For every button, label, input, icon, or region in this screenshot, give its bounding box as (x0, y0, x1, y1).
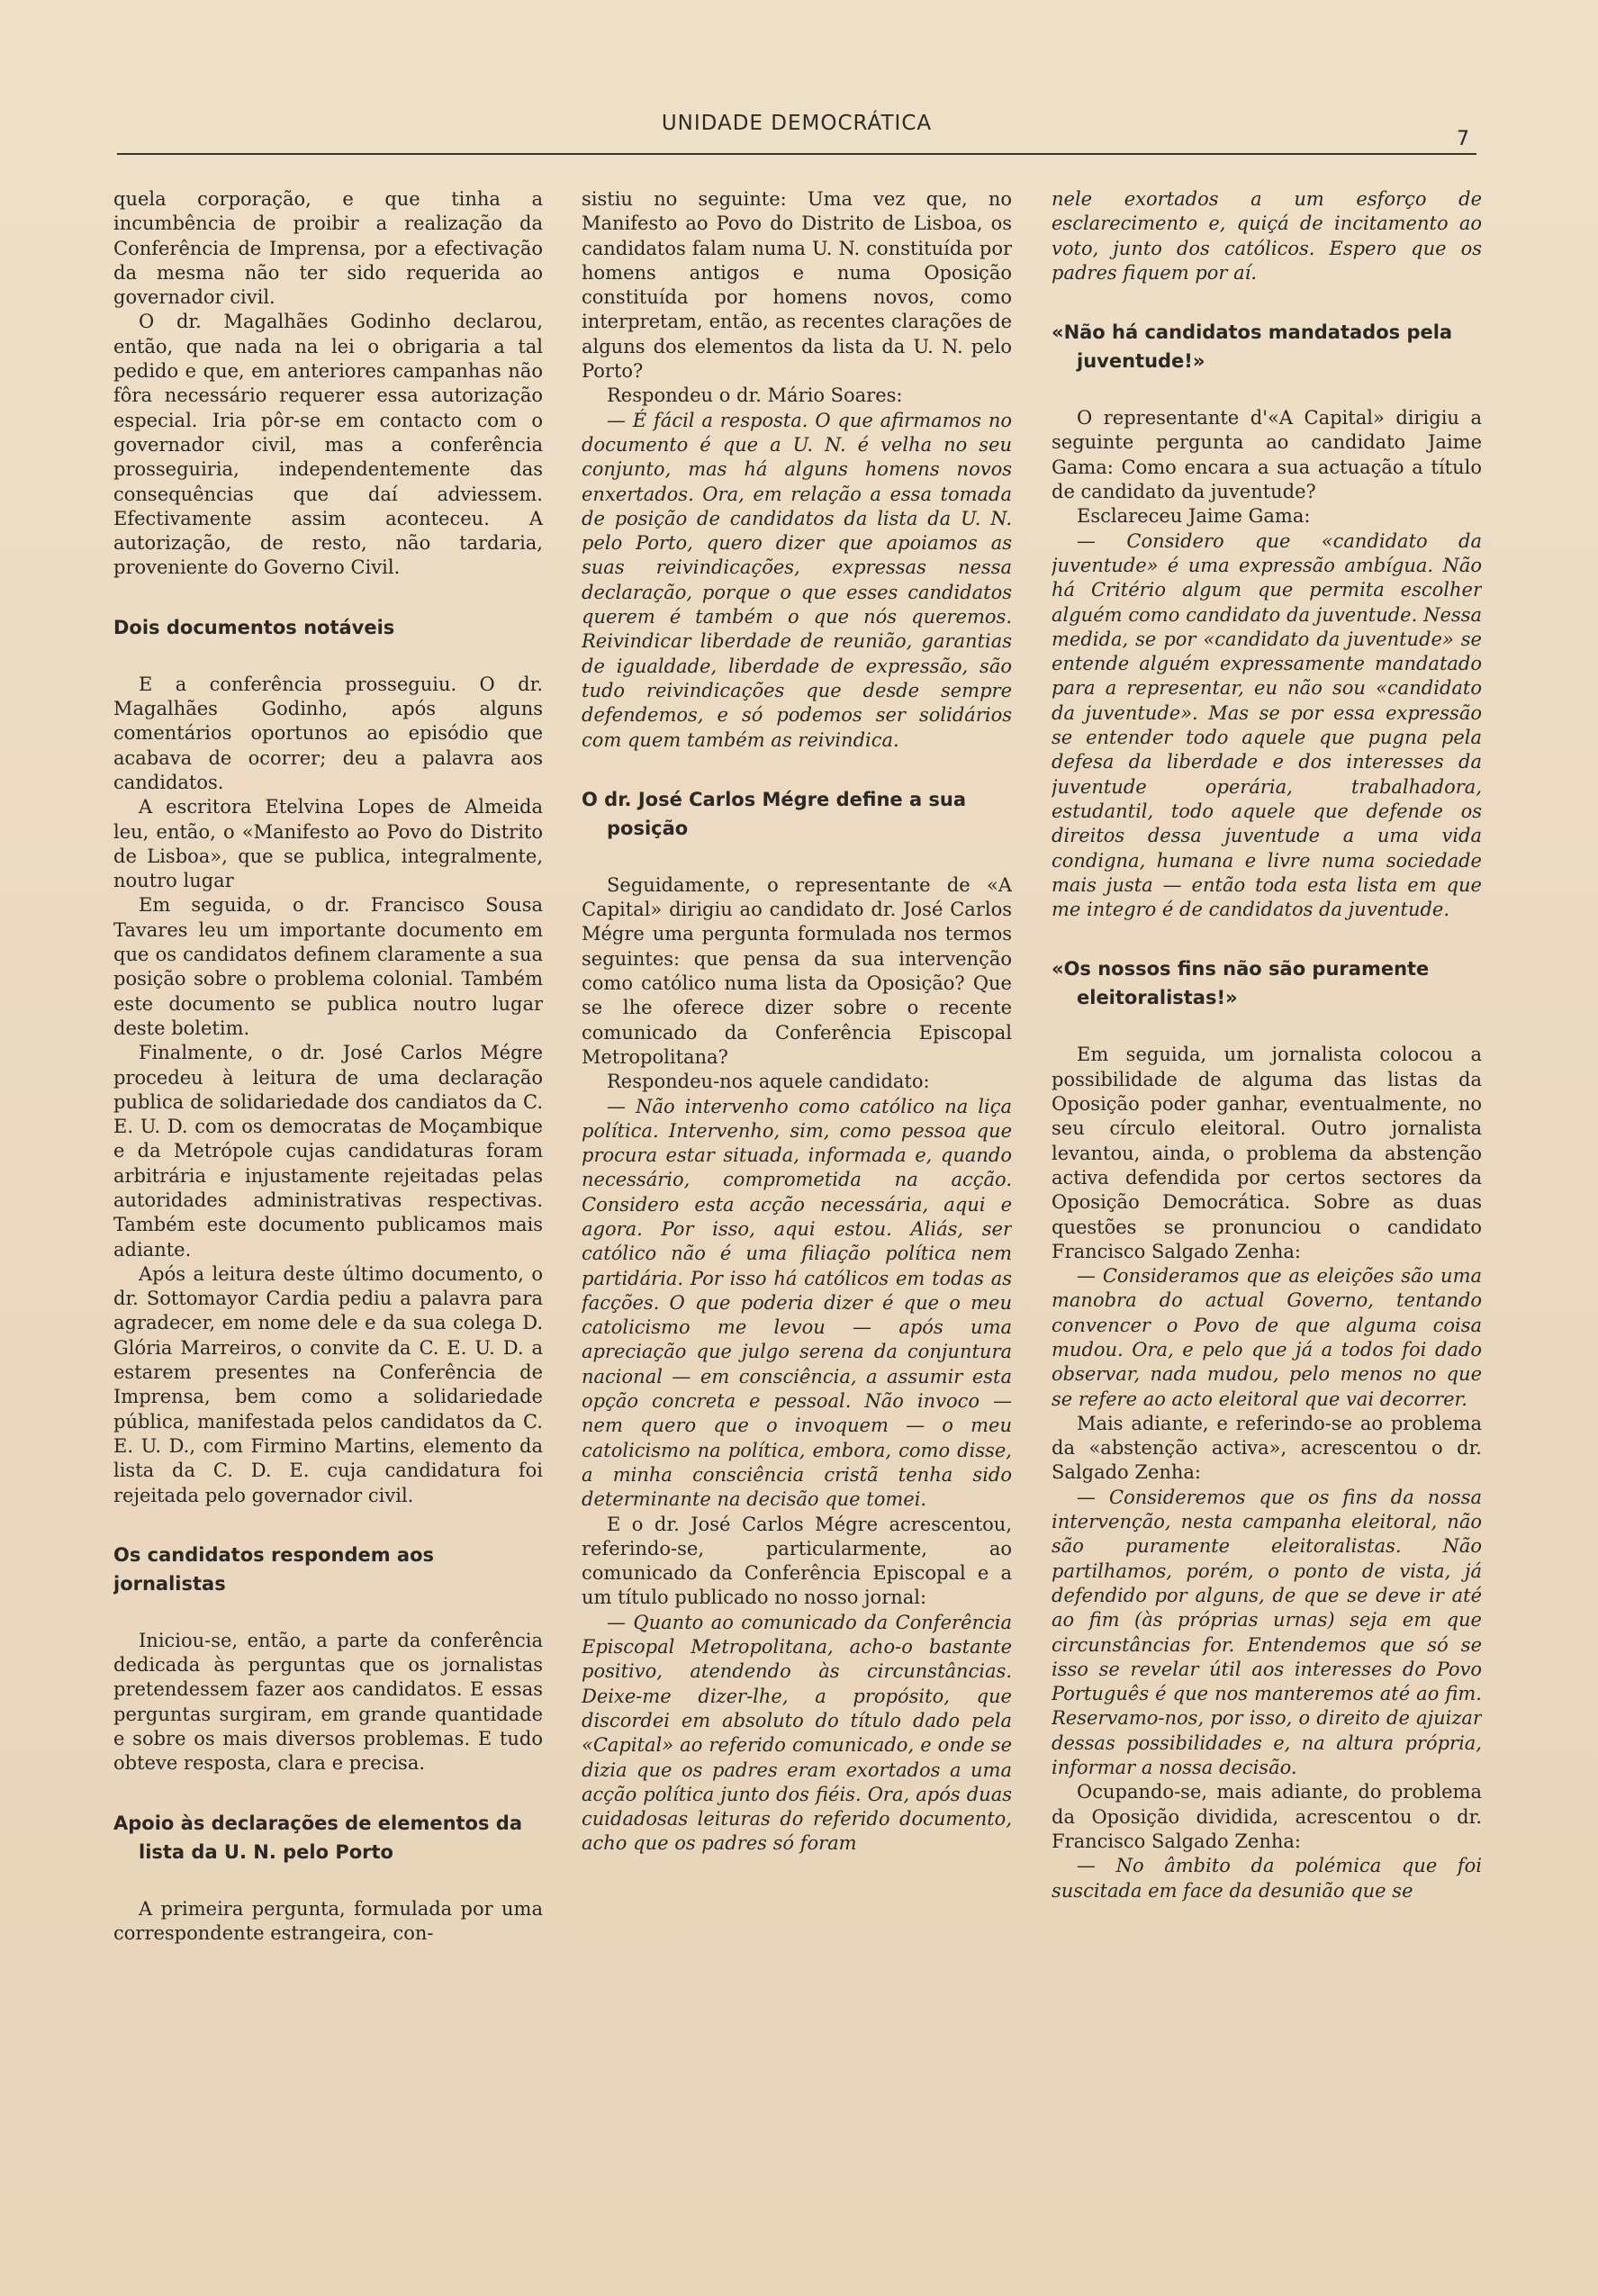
paragraph: E a conferência prosseguiu. O dr. Magalhães Godinho, após alguns comentários oportunos ao episódio que acabava de ocorrer; deu a palavra aos candidatos. (113, 673, 543, 793)
quote-paragraph: — No âmbito da polémica que foi suscitada em face da desunião que se (1052, 1855, 1482, 1902)
heading-line: «Os nossos fins não são puramente (1052, 958, 1430, 981)
heading-line: juventude!» (1077, 350, 1205, 373)
paragraph: Esclareceu Jaime Gama: (1077, 505, 1311, 528)
paragraph: Em seguida, um jornalista colocou a possibilidade de alguma das listas da Oposição poder ganhar, eventualmente, no seu círculo eleitoral. Outro jornalista levantou, ainda, o problema da abstenção activa defendida por certos sectores da Oposição Democrática. Sobre as duas questões se pronunciou o candidato Francisco Salgado Zenha: (1052, 1044, 1482, 1262)
section-heading (582, 785, 1012, 843)
section-heading (1052, 318, 1482, 375)
paragraph: sistiu no seguinte: Uma vez que, no Manifesto ao Povo do Distrito de Lisboa, os candidatos falam numa U. N. constituída por homens antigos e numa Oposição constituída por homens novos, como interpretam, então, as recentes clarações de alguns dos elementos da lista da U. N. pelo Porto? (582, 188, 1012, 383)
page-header (117, 106, 1476, 160)
paragraph: Respondeu-nos aquele candidato: (607, 1071, 930, 1093)
heading-line: eleitoralistas!» (1077, 987, 1238, 1009)
paragraph: O representante d'«A Capital» dirigiu a seguinte pergunta ao candidato Jaime Gama: Como encara a sua actuação a título de candidato da juventude? (1052, 407, 1482, 503)
section-heading (113, 1541, 543, 1598)
paragraph: Ocupando-se, mais adiante, do problema da Oposição dividida, acrescentou o dr. Francisco Salgado Zenha: (1052, 1781, 1482, 1852)
heading-text: Dois documentos notáveis (113, 616, 395, 638)
paragraph: A primeira pergunta, formulada por uma correspondente estrangeira, con- (113, 1897, 543, 1944)
section-heading (113, 1809, 543, 1867)
page-number: 7 (1457, 128, 1469, 150)
paragraph: E o dr. José Carlos Mégre acrescentou, referindo-se, particularmente, ao comunicado da Conferência Episcopal e a um título publicado no nosso jornal: (582, 1513, 1012, 1609)
paragraph: Iniciou-se, então, a parte da conferência dedicada às perguntas que os jornalistas pretendessem fazer aos candidatos. E essas perguntas surgiram, em grande quantidade e sobre os mais diversos problemas. E tudo obteve resposta, clara e precisa. (113, 1629, 543, 1775)
heading-text: Os candidatos respondem aos jornalistas (113, 1543, 435, 1595)
column-3 (1052, 187, 1482, 2249)
paragraph: A escritora Etelvina Lopes de Almeida leu, então, o «Manifesto ao Povo do Distrito de Lisboa», que se publica, integralmente, noutro lugar (113, 796, 543, 892)
paragraph: Mais adiante, e referindo-se ao problema da «abstenção activa», acrescentou o dr. Salgado Zenha: (1052, 1412, 1482, 1484)
paragraph: O dr. Magalhães Godinho declarou, então, que nada na lei o obrigaria a tal pedido e que, em anteriores campanhas não fôra necessário requerer essa autorização especial. Iria pôr-se em contacto com o governador civil, mas a conferência prosseguiria, independentemente das consequências que daí adviessem. Efectivamente assim aconteceu. A autorização, de resto, não tardaria, proveniente do Governo Civil. (113, 311, 543, 579)
heading-line: O dr. José Carlos Mégre define a sua (582, 788, 967, 810)
quote-paragraph: — Considero que «candidato da juventude» é uma expressão ambígua. Não há Critério algum que permita escolher alguém como candidato da juventude. Nessa medida, se por «candidato da juventude» se entende alguém expressamente mandatado para a representar, eu não sou «candidato da juventude». Mas se por essa expressão se entender todo aquele que pugna pela defesa da liberdade e dos interesses da juventude operária, trabalhadora, estudantil, todo aquele que defende os direitos dessa juventude a uma vida condigna, humana e livre numa sociedade mais justa — então toda esta lista em que me integro é de candidatos da juventude. (1052, 529, 1482, 921)
paragraph: Em seguida, o dr. Francisco Sousa Tavares leu um importante documento em que os candidatos definem claramente a sua posição sobre o problema colonial. Também este documento se publica noutro lugar deste boletim. (113, 894, 543, 1039)
heading-line: Apoio às declarações de elementos da (113, 1812, 523, 1834)
header-rule (117, 153, 1476, 155)
paragraph: Após a leitura deste último documento, o dr. Sottomayor Cardia pediu a palavra para agradecer, em nome dele e da sua colega D. Glória Marreiros, o convite da C. E. U. D. a estarem presentes na Conferência de Imprensa, bem como a solidariedade pública, manifestada pelos candidatos da C. E. U. D., com Firmino Martins, elemento da lista da C. D. E. cuja candidatura foi rejeitada pelo governador civil. (113, 1262, 543, 1506)
quote-paragraph: nele exortados a um esforço de esclarecimento e, quiçá de incitamento ao voto, junto dos católicos. Espero que os padres fiquem por aí. (1052, 188, 1482, 284)
column-1 (113, 187, 543, 2249)
heading-line: «Não há candidatos mandatados pela (1052, 321, 1453, 344)
heading-line: posição (607, 817, 689, 839)
quote-paragraph: — Consideramos que as eleições são uma manobra do actual Governo, tentando convencer o Povo de que alguma coisa mudou. Ora, e pelo que já a todos foi dado observar, nada mudou, pelo menos no que se refere ao acto eleitoral que vai decorrer. (1052, 1265, 1482, 1410)
quote-paragraph: — Quanto ao comunicado da Conferência Episcopal Metropolitana, acho-o bastante positivo, atendendo às circunstâncias. Deixe-me dizer-lhe, a propósito, que discordei em absoluto do título dado pela «Capital» ao referido comunicado, e onde se dizia que os padres eram exortados a uma acção política junto dos fiéis. Ora, após duas cuidadosas leituras do referido documento, acho que os padres só foram (582, 1611, 1012, 1855)
quote-paragraph: — Consideremos que os fins da nossa intervenção, nesta campanha eleitoral, não são puramente eleitoralistas. Não partilhamos, porém, o ponto de vista, já defendido por alguns, de que se deve ir até ao fim (às próprias urnas) seja em que circunstâncias for. Entendemos que só se isso se revelar útil aos interesses do Povo Português é que nos manteremos até ao fim. Reservamo-nos, por isso, o direito de ajuizar dessas possibilidades e, na altura própria, informar a nossa decisão. (1052, 1486, 1482, 1779)
paragraph: Finalmente, o dr. José Carlos Mégre procedeu à leitura de uma declaração publica de solidariedade dos candiatos da C. E. U. D. com os democratas de Moçambique e da Metrópole cujas candidaturas foram arbitrária e injustamente rejeitadas pelas autoridades administrativas respectivas. Também este documento publicamos mais adiante. (113, 1042, 543, 1261)
section-heading (113, 613, 543, 642)
column-2 (582, 187, 1012, 2249)
publication-title: UNIDADE DEMOCRÁTICA (661, 112, 933, 135)
paragraph: Respondeu o dr. Mário Soares: (607, 384, 903, 407)
paragraph: quela corporação, e que tinha a incumbência de proibir a realização da Conferência de Imprensa, por a efectivação da mesma não ter sido requerida ao governador civil. (113, 188, 543, 309)
quote-paragraph: — É fácil a resposta. O que afirmamos no documento é que a U. N. é velha no seu conjunto, mas há alguns homens novos enxertados. Ora, em relação a essa tomada de posição de candidatos da lista da U. N. pelo Porto, quero dizer que apoiamos as suas reivindicações, expressas nessa declaração, porque o que esses candidatos querem é também o que nós queremos. Reivindicar liberdade de reunião, garantias de igualdade, liberdade de expressão, são tudo reivindicações que desde sempre defendemos, e só podemos ser solidários com quem também as reivindica. (582, 409, 1012, 751)
section-heading (1052, 954, 1482, 1012)
paragraph: Seguidamente, o representante de «A Capital» dirigiu ao candidato dr. José Carlos Mégre uma pergunta formulada nos termos seguintes: que pensa da sua intervenção como católico numa lista da Oposição? Que se lhe oferece dizer sobre o recente comunicado da Conferência Episcopal Metropolitana? (582, 873, 1012, 1068)
heading-line: lista da U. N. pelo Porto (139, 1840, 393, 1863)
quote-paragraph: — Não intervenho como católico na liça política. Intervenho, sim, como pessoa que procura estar situada, informada e, quando necessário, comprometida na acção. Considero esta acção necessária, aqui e agora. Por isso, aqui estou. Aliás, ser católico não é uma filiação política nem partidária. Por isso há católicos em todas as facções. O que poderia dizer é que o meu catolicismo me levou — após uma apreciação que julgo serena da conjuntura nacional — em consciência, a assumir esta opção concreta e pessoal. Não invoco — nem quero que o invoquem — o meu catolicismo na política, embora, como disse, a minha consciência cristã tenha sido determinante na decisão que tomei. (582, 1095, 1012, 1511)
